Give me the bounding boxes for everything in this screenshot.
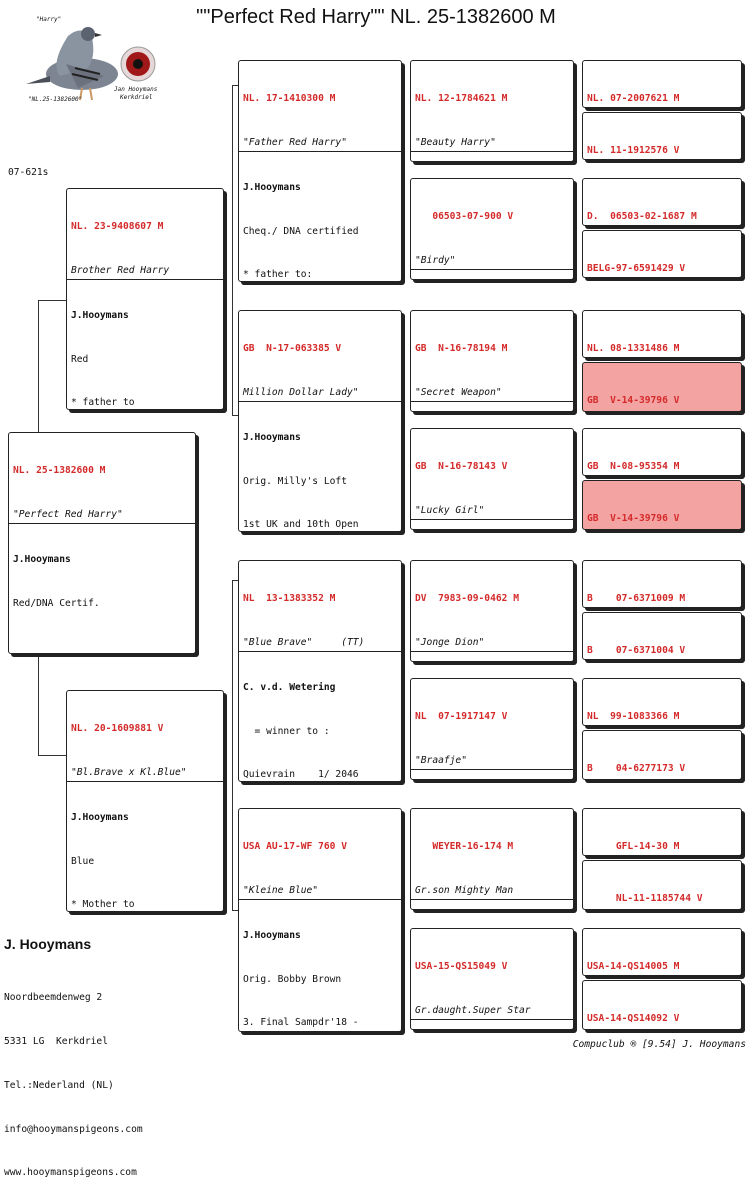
pedigree-card-dsd[interactable] [410, 678, 574, 780]
card-line: 1st UK and 10th Open [243, 519, 359, 531]
pedigree-card-sire-sire[interactable] [238, 60, 402, 282]
card-line: * father to: [243, 269, 313, 281]
pigeon-name: Gr.son Mighty Man [411, 884, 573, 900]
pedigree-card-g5[interactable] [582, 230, 742, 278]
ring-number: B 07-6371009 M [587, 593, 686, 605]
card-line: Cheq./ DNA certified [243, 225, 359, 237]
pigeon-name: Gr.daught.Super Star [411, 1004, 573, 1020]
pedigree-card-dds[interactable] [410, 808, 574, 910]
owner: J.Hooymans [71, 309, 129, 321]
pedigree-card-dam-sire[interactable] [238, 560, 402, 782]
ring-number: GB N-16-78194 M [415, 343, 508, 355]
pedigree-card-g5[interactable] [582, 612, 742, 660]
pedigree-card-sss[interactable] [410, 60, 574, 162]
owner: J.Hooymans [71, 811, 129, 823]
phone-line: Tel.:Nederland (NL) [4, 1079, 114, 1091]
ring-number: DV 7983-09-0462 M [415, 593, 519, 605]
card-line: Quievrain 1/ 2046 [243, 769, 359, 781]
ring-number: NL 07-1917147 V [415, 711, 508, 723]
owner: J.Hooymans [13, 553, 71, 565]
pedigree-card-g5[interactable] [582, 860, 742, 910]
ring-number: WEYER-16-174 M [415, 841, 514, 853]
breeder-name: J. Hooymans [4, 936, 92, 952]
pedigree-card-dam-dam[interactable] [238, 808, 402, 1032]
pigeon-name: "Jonge Dion" [411, 636, 573, 652]
pedigree-card-g5[interactable] [582, 428, 742, 476]
card-line: = winner to : [243, 725, 330, 737]
ring-number: NL. 07-2007621 M [587, 93, 680, 105]
pedigree-card-g5[interactable] [582, 928, 742, 976]
owner: J.Hooymans [243, 431, 301, 443]
pedigree-card-ssd[interactable] [410, 178, 574, 280]
ring-number: BELG-97-6591429 V [587, 263, 686, 275]
email-link[interactable]: info@hooymanspigeons.com [4, 1123, 143, 1135]
connector [38, 655, 39, 755]
pedigree-card-g5-highlight[interactable] [582, 362, 742, 412]
pedigree-card-g5[interactable] [582, 808, 742, 856]
ring-number: GB N-17-063385 V [243, 343, 342, 355]
logo-caption-left: "NL.25-1382600" [28, 96, 83, 103]
card-line: Orig. Milly's Loft [243, 475, 347, 487]
pedigree-card-sdd[interactable] [410, 428, 574, 530]
pedigree-card-g5[interactable] [582, 560, 742, 608]
owner: J.Hooymans [243, 929, 301, 941]
card-line: 3. Final Sampdr'18 - [243, 1017, 359, 1029]
page-title: ""Perfect Red Harry"" NL. 25-1382600 M [196, 6, 556, 28]
card-line: Blue [71, 855, 95, 867]
connector [38, 300, 39, 432]
ring-number: USA-15-QS15049 V [415, 961, 508, 973]
pedigree-card-g5-highlight[interactable] [582, 480, 742, 530]
pedigree-card-main[interactable] [8, 432, 196, 654]
ring-number: USA-14-QS14092 V [587, 1013, 680, 1025]
pigeon-name: "Perfect Red Harry" [9, 508, 195, 524]
connector [232, 85, 233, 415]
ring-number: GB V-14-39796 V [587, 513, 680, 525]
pedigree-card-g5[interactable] [582, 178, 742, 226]
connector [38, 755, 66, 756]
ring-number: D. 06503-02-1687 M [587, 211, 697, 223]
pigeon-name: "Blue Brave" (TT) [239, 636, 401, 652]
pigeon-name: "Lucky Girl" [411, 504, 573, 520]
connector [232, 580, 233, 910]
pigeon-name: "Secret Weapon" [411, 386, 573, 402]
pigeon-name: "Bl.Brave x Kl.Blue" [67, 766, 223, 782]
breeder-address [4, 962, 143, 1196]
ring-number: NL 99-1083366 M [587, 711, 680, 723]
pedigree-card-g5[interactable] [582, 730, 742, 780]
pedigree-code: 07-621s [8, 167, 49, 178]
logo-caption-top: "Harry" [36, 16, 62, 23]
ring-number: GB N-16-78143 V [415, 461, 508, 473]
ring-number: B 04-6277173 V [587, 763, 686, 775]
ring-number: GB N-08-95354 M [587, 461, 680, 473]
pedigree-card-g5[interactable] [582, 980, 742, 1030]
ring-number: B 07-6371004 V [587, 645, 686, 657]
pigeon-name: "Father Red Harry" [239, 136, 401, 152]
pedigree-card-ddd[interactable] [410, 928, 574, 1030]
pigeon-name: "Birdy" [411, 254, 573, 270]
card-line [13, 640, 191, 654]
card-line: Orig. Bobby Brown [243, 973, 342, 985]
logo-caption-right-1: Jan Hooymans [114, 86, 158, 93]
pedigree-card-g5[interactable] [582, 678, 742, 726]
pedigree-card-sire[interactable] [66, 188, 224, 410]
ring-number: NL. 17-1410300 M [243, 93, 336, 105]
pedigree-card-sire-dam[interactable] [238, 310, 402, 532]
pedigree-card-g5[interactable] [582, 310, 742, 358]
card-line: * Mother to [71, 899, 135, 911]
ring-number: NL. 25-1382600 M [13, 465, 106, 477]
pigeon-name: "Beauty Harry" [411, 136, 573, 152]
website-link[interactable]: www.hooymanspigeons.com [4, 1167, 137, 1179]
logo [20, 16, 160, 108]
ring-number: USA AU-17-WF 760 V [243, 841, 347, 853]
card-line: * father to [71, 397, 135, 409]
pigeon-name: Million Dollar Lady" [239, 386, 401, 402]
pedigree-card-dss[interactable] [410, 560, 574, 662]
logo-caption-right-2: Kerkdriel [120, 94, 153, 101]
pedigree-card-sds[interactable] [410, 310, 574, 412]
owner: J.Hooymans [243, 181, 301, 193]
ring-number: NL. 08-1331486 M [587, 343, 680, 355]
software-credit: Compuclub ® [9.54] J. Hooymans [572, 1039, 746, 1050]
ring-number: 06503-07-900 V [415, 211, 514, 223]
card-line: Red/DNA Certif. [13, 597, 100, 609]
connector [38, 300, 66, 301]
ring-number: NL-11-1185744 V [587, 893, 703, 905]
ring-number: NL. 12-1784621 M [415, 93, 508, 105]
ring-number: GB V-14-39796 V [587, 395, 680, 407]
pigeon-name: "Kleine Blue" [239, 884, 401, 900]
ring-number: NL. 23-9408607 M [71, 221, 164, 233]
address-line: Noordbeemdenweg 2 [4, 992, 103, 1004]
ring-number: GFL-14-30 M [587, 841, 680, 853]
pedigree-card-g5[interactable] [582, 112, 742, 160]
ring-number: NL. 11-1912576 V [587, 145, 680, 157]
ring-number: NL. 20-1609881 V [71, 723, 164, 735]
ring-number: NL 13-1383352 M [243, 593, 336, 605]
card-line: Red [71, 353, 89, 365]
owner: C. v.d. Wetering [243, 681, 336, 693]
pedigree-card-dam[interactable] [66, 690, 224, 912]
pedigree-card-g5[interactable] [582, 60, 742, 108]
pigeon-name: Brother Red Harry [67, 264, 223, 280]
address-line: 5331 LG Kerkdriel [4, 1035, 108, 1047]
ring-number: USA-14-QS14005 M [587, 961, 680, 973]
pigeon-name: "Braafje" [411, 754, 573, 770]
